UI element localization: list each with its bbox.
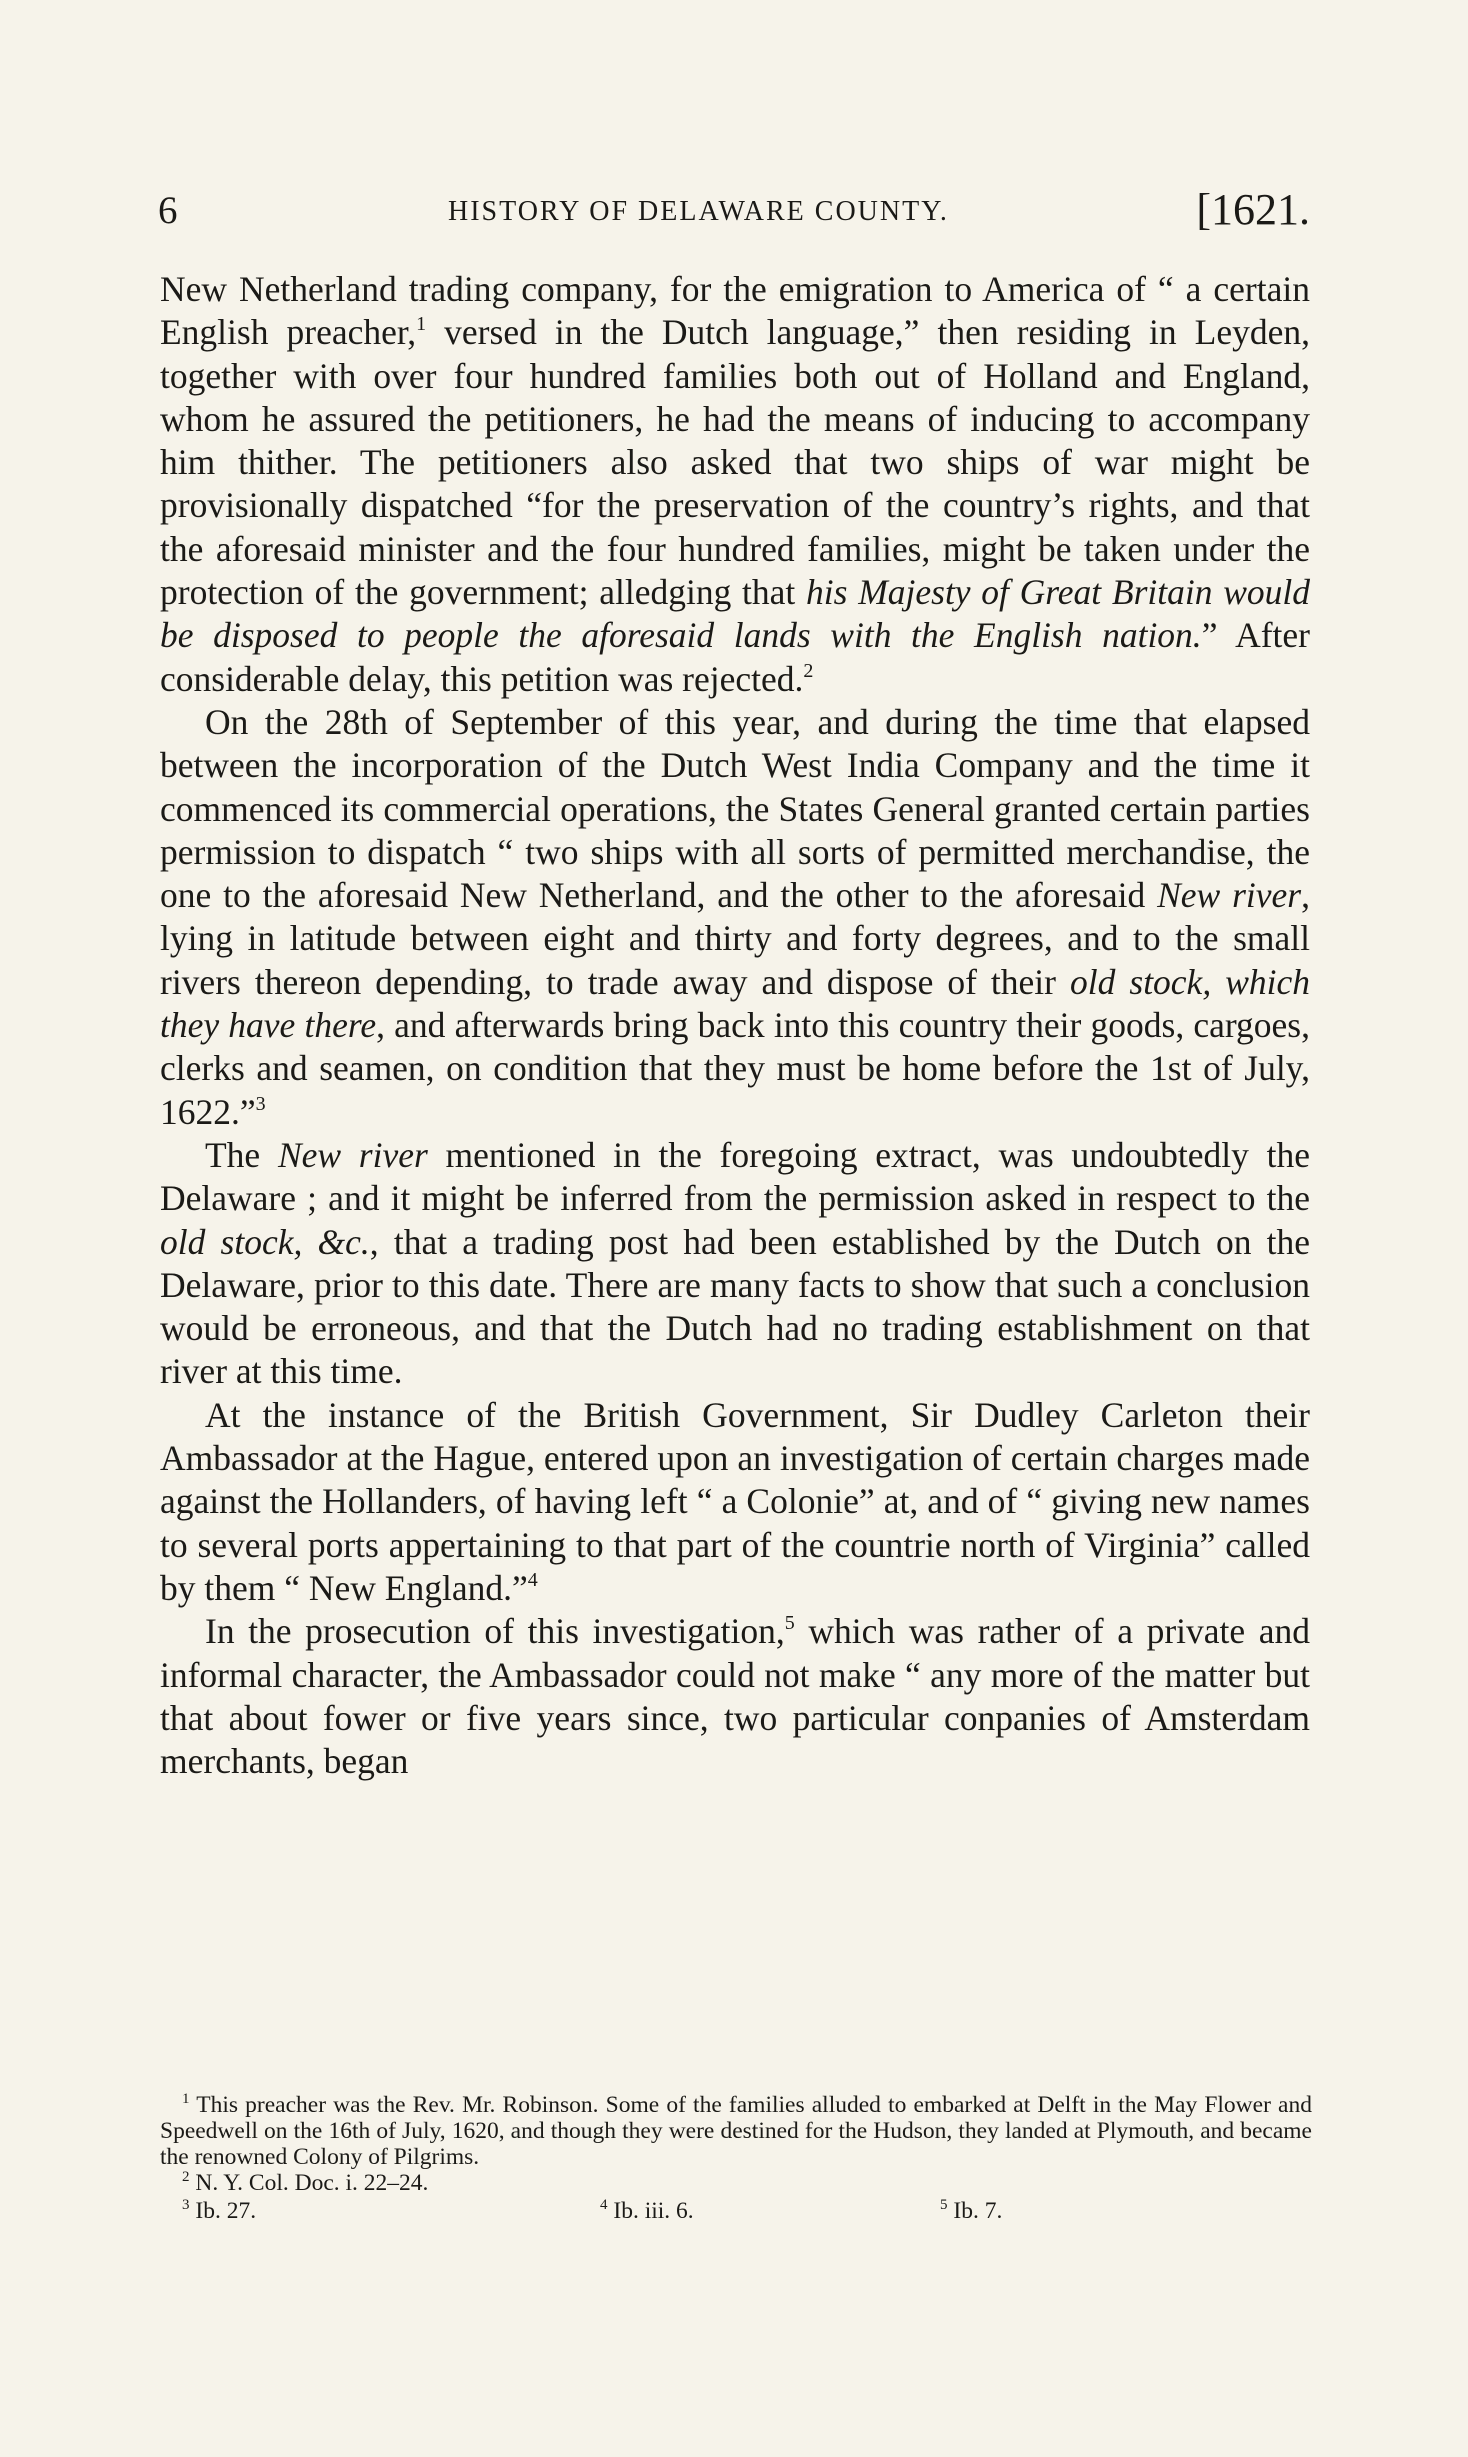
- footnote-refs-row: [160, 2198, 1312, 2224]
- paragraph-5: In the prosecution of this investigation,$^5$ which was rather of a private and informal character, the Ambassador could not make “ any more of the matter but that about fower or five years since, two particular conpanies of Amsterdam merchants, began: [160, 1611, 1310, 1782]
- paragraph-4: At the instance of the British Government, Sir Dudley Carleton their Ambassador at the Hague, entered upon an investigation of certain charges made against the Hollanders, of having left “ a Colonie” at, and of “ giving new names to several ports appertaining to that part of the countrie north of Virginia” called by them “ New England.”$^4$: [160, 1394, 1310, 1608]
- footnote-5: $^5$ Ib. 7.: [940, 2197, 1003, 2224]
- body-text: [160, 268, 1310, 1783]
- footnote-3: $^3$ Ib. 27.: [182, 2197, 257, 2224]
- footnote-ref-4: 4: [527, 1568, 538, 1591]
- footnote-ref-5: 5: [784, 1612, 795, 1635]
- running-title: HISTORY OF DELAWARE COUNTY.: [448, 196, 949, 227]
- footnote-4: $^4$ Ib. iii. 6.: [600, 2197, 694, 2224]
- footnotes: [160, 2092, 1312, 2224]
- paragraph-1: New Netherland trading company, for the emigration to America of “ a certain English preacher,$^1$ versed in the Dutch language,” then residing in Leyden, together with over four hundred families both out of Holland and England, whom he assured the petitioners, he had the means of inducing to accompany him thither. The petitioners also asked that two ships of war might be provisionally dispatched “for the preservation of the country’s rights, and that the aforesaid minister and the four hundred families, might be taken under the protection of the government; alledging that his Majesty of Great Britain would be disposed to people the aforesaid lands with the English nation.” After considerable delay, this petition was rejected.$^2$: [160, 269, 1310, 699]
- italic-quote: his Majesty of Great Britain would be disposed to people the aforesaid lands with the English nation.: [160, 572, 1310, 656]
- footnote-2: $^2$ N. Y. Col. Doc. i. 22–24.: [182, 2169, 429, 2196]
- header-year: [1621.: [1196, 185, 1310, 234]
- page-number: 6: [158, 189, 178, 232]
- footnote-ref-3: 3: [255, 1092, 266, 1115]
- footnote-1: $^1$ This preacher was the Rev. Mr. Robinson. Some of the families alluded to embarked at Delft in the May Flower and Speedwell on the 16th of July, 1620, and though they were destined for the Hudson, they landed at Plymouth, and became the renowned Colony of Pilgrims.: [160, 2091, 1312, 2170]
- footnote-ref-1: 1: [416, 313, 427, 336]
- paragraph-3: The New river mentioned in the foregoing extract, was undoubtedly the Delaware ; and it might be inferred from the permission asked in respect to the old stock, &c., that a trading post had been established by the Dutch on the Delaware, prior to this date. There are many facts to show that such a conclusion would be erroneous, and that the Dutch had no trading establishment on that river at this time.: [160, 1134, 1310, 1392]
- page-header: [158, 185, 1310, 236]
- footnote-ref-2: 2: [803, 659, 814, 682]
- paragraph-2: On the 28th of September of this year, and during the time that elapsed between the incorporation of the Dutch West India Company and the time it commenced its commercial operations, the States General granted certain parties permission to dispatch “ two ships with all sorts of permitted merchandise, the one to the aforesaid New Netherland, and the other to the aforesaid New river, lying in latitude between eight and thirty and forty degrees, and to the small rivers thereon depending, to trade away and dispose of their old stock, which they have there, and afterwards bring back into this country their goods, cargoes, clerks and seamen, on condition that they must be home before the 1st of July, 1622.”$^3$: [160, 701, 1311, 1132]
